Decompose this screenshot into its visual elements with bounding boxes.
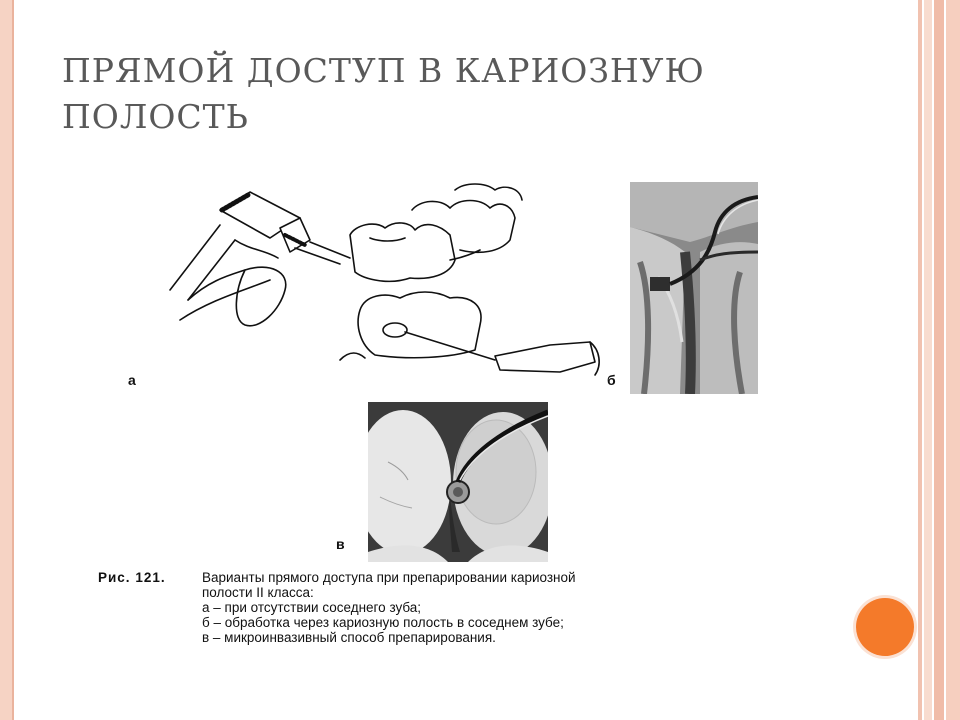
- accent-circle: [856, 598, 914, 656]
- caption-line: в – микроинвазивный способ препарирования.: [202, 630, 496, 645]
- panel-b-illustration: [630, 182, 758, 394]
- slide-frame-left-line: [12, 0, 14, 720]
- panel-label-b: б: [607, 372, 616, 388]
- slide-frame-left: [0, 0, 12, 720]
- slide-title: [62, 48, 882, 140]
- frame-stripe: [934, 0, 944, 720]
- panel-label-v: в: [336, 536, 345, 552]
- caption-line: Варианты прямого доступа при препарировании кариозной: [202, 570, 576, 585]
- slide-title-line-2: ПОЛОСТЬ: [62, 97, 249, 136]
- caption-line: полости II класса:: [202, 585, 314, 600]
- figure-number: Рис. 121.: [98, 570, 166, 585]
- frame-stripe: [946, 0, 960, 720]
- figure-121: [90, 170, 830, 670]
- caption-text: [202, 570, 822, 645]
- panel-label-a: а: [128, 372, 136, 388]
- caption-line: б – обработка через кариозную полость в соседнем зубе;: [202, 615, 564, 630]
- frame-stripe: [924, 0, 932, 720]
- caption-line: а – при отсутствии соседнего зуба;: [202, 600, 422, 615]
- slide-title-line-1: ПРЯМОЙ ДОСТУП В КАРИОЗНУЮ: [62, 51, 705, 90]
- panel-v-illustration: [368, 402, 548, 562]
- frame-stripe: [918, 0, 922, 720]
- panel-a-illustration: [150, 180, 610, 385]
